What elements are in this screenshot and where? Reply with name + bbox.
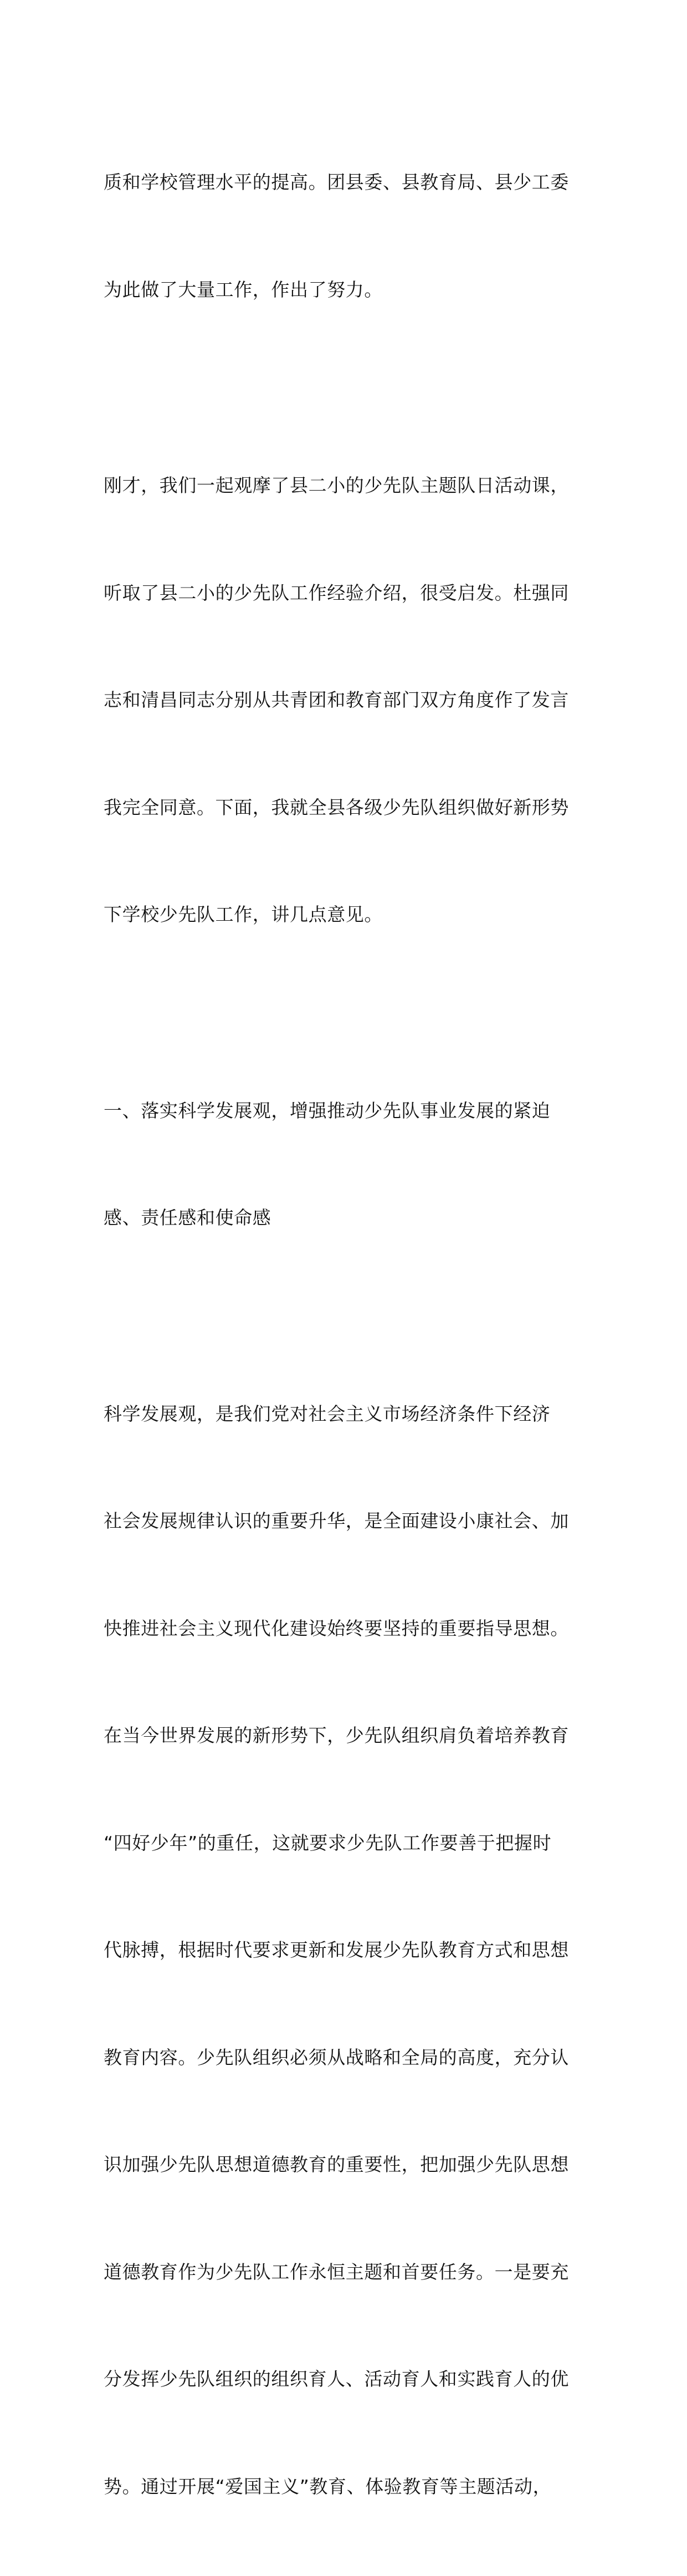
paragraph-introduction xyxy=(104,396,591,1004)
text-line: 志和清昌同志分别从共青团和教育部门双方角度作了发言 xyxy=(104,682,591,718)
text-line: 分发挥少先队组织的组织育人、活动育人和实践育人的优 xyxy=(104,2361,591,2398)
text-line: 势。通过开展“爱国主义”教育、体验教育等主题活动， xyxy=(104,2469,591,2505)
text-line: 在当今世界发展的新形势下，少先队组织肩负着培养教育 xyxy=(104,1718,591,1754)
text-line: 听取了县二小的少先队工作经验介绍，很受启发。杜强同 xyxy=(104,575,591,611)
text-line: 我完全同意。下面，我就全县各级少先队组织做好新形势 xyxy=(104,790,591,826)
text-line: 刚才，我们一起观摩了县二小的少先队主题队日活动课， xyxy=(104,468,591,504)
text-line: 科学发展观，是我们党对社会主义市场经济条件下经济 xyxy=(104,1396,591,1432)
text-line: “四好少年”的重任，这就要求少先队工作要善于把握时 xyxy=(104,1825,591,1861)
text-line: 感、责任感和使命感 xyxy=(104,1200,591,1236)
text-line: 道德教育作为少先队工作永恒主题和首要任务。一是要充 xyxy=(104,2254,591,2291)
document-page xyxy=(0,0,687,972)
text-line: 代脉搏，根据时代要求更新和发展少先队教育方式和思想 xyxy=(104,1932,591,1968)
text-line: 教育内容。少先队组织必须从战略和全局的高度，充分认 xyxy=(104,2040,591,2076)
text-line: 识加强少先队思想道德教育的重要性，把加强少先队思想 xyxy=(104,2147,591,2183)
section-heading-1 xyxy=(104,1022,591,1308)
text-line: 社会发展规律认识的重要升华，是全面建设小康社会、加 xyxy=(104,1503,591,1539)
text-line: 下学校少先队工作，讲几点意见。 xyxy=(104,897,591,933)
text-line: 质和学校管理水平的提高。团县委、县教育局、县少工委 xyxy=(104,165,591,201)
text-line: 为此做了大量工作，作出了努力。 xyxy=(104,272,591,308)
paragraph-continuation xyxy=(104,93,591,379)
text-line: 快推进社会主义现代化建设始终要坚持的重要指导思想。 xyxy=(104,1611,591,1647)
paragraph-section-1-body xyxy=(104,1325,591,2576)
body-text xyxy=(104,93,591,2576)
text-line: 一、落实科学发展观，增强推动少先队事业发展的紧迫 xyxy=(104,1093,591,1129)
